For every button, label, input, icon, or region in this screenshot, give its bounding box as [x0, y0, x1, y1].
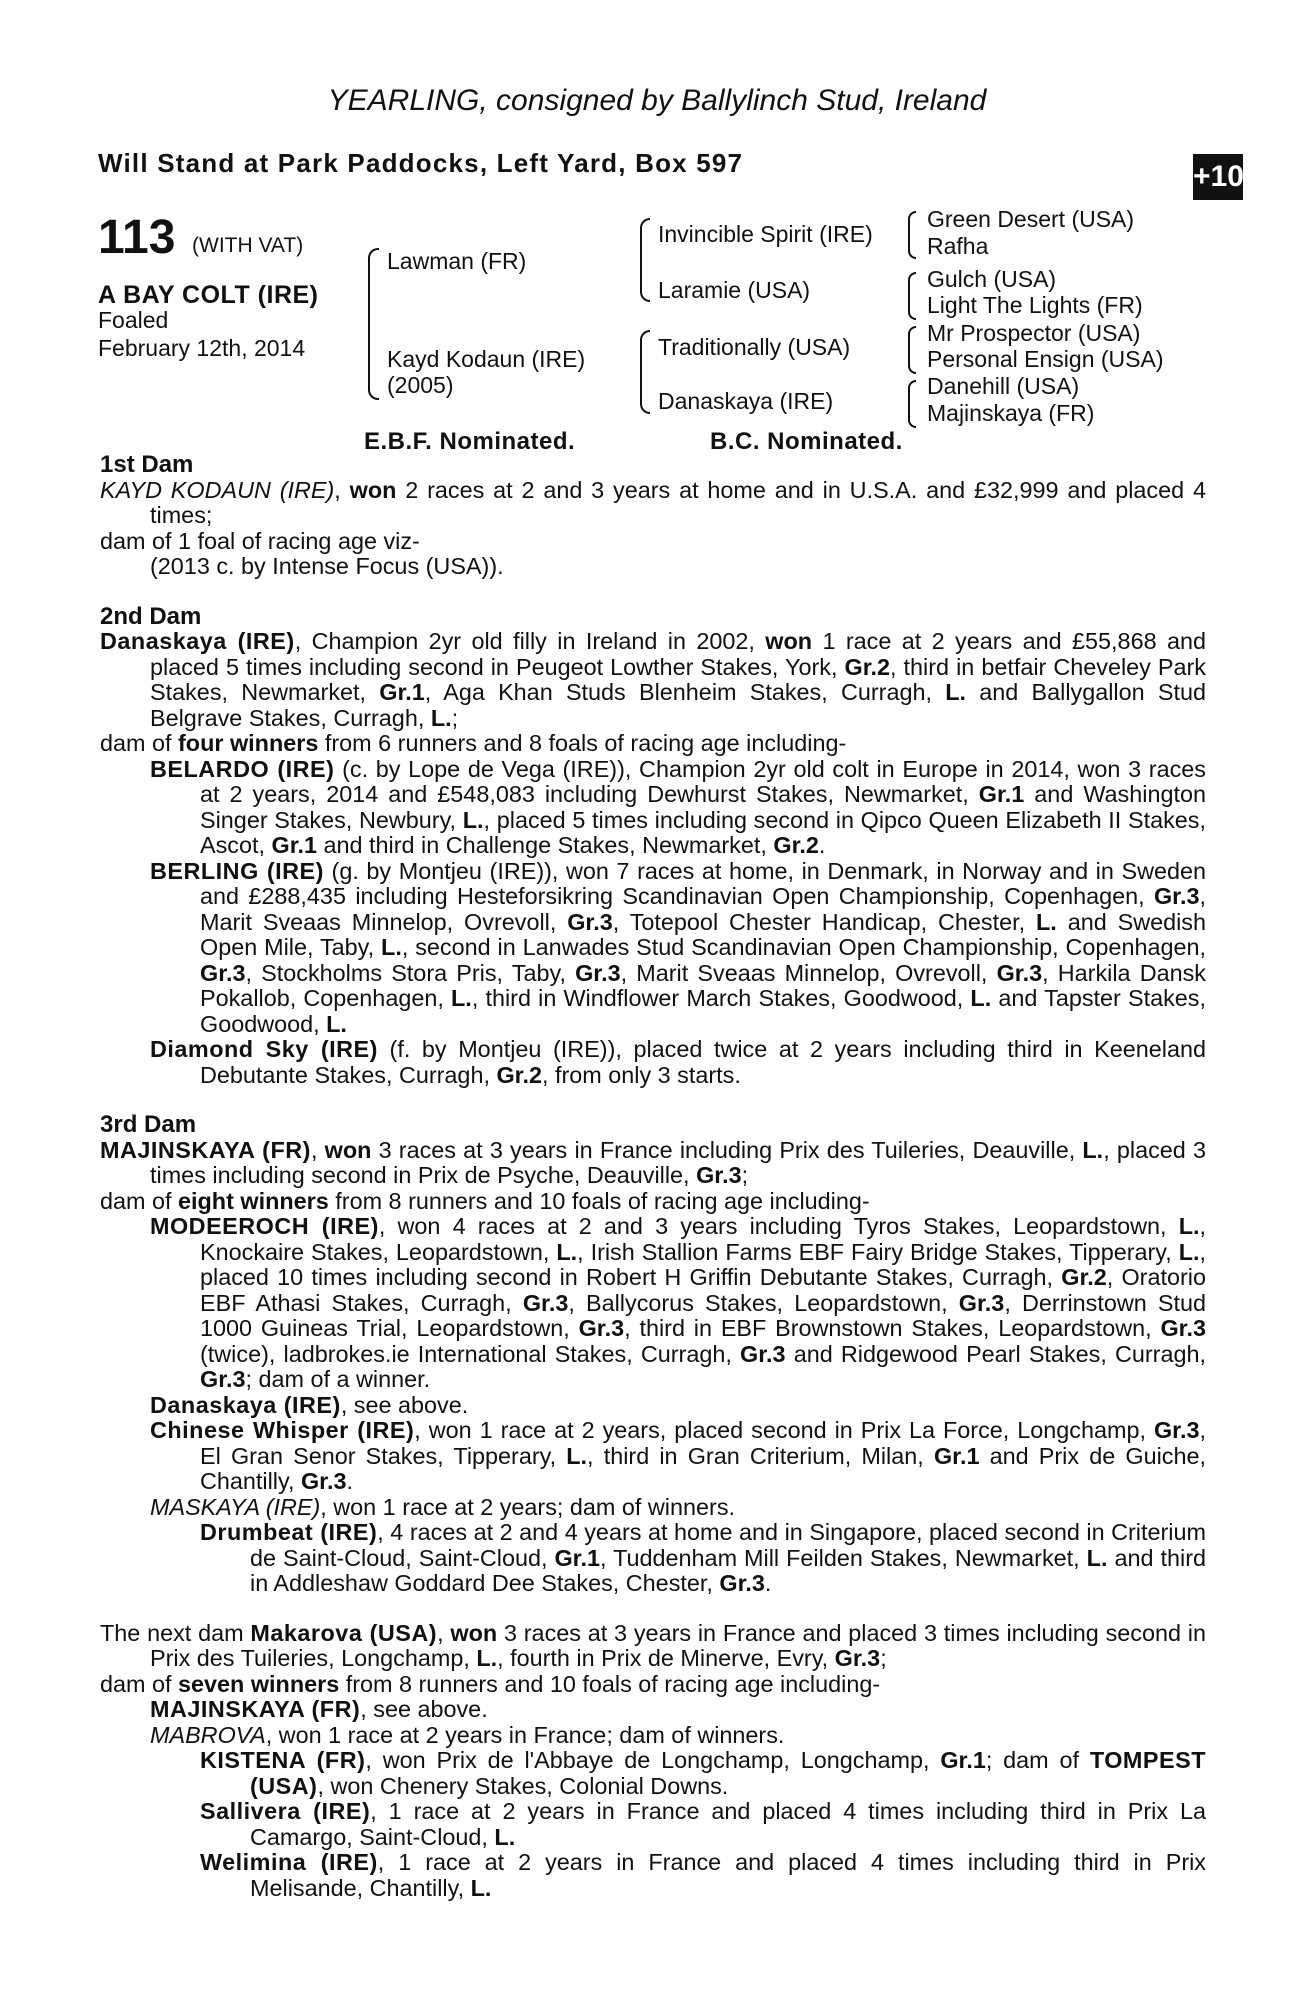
sire-line-brace: [640, 218, 650, 302]
first-dam-name: KAYD KODAUN (IRE): [100, 476, 335, 503]
gen3-brace-4: [908, 380, 916, 428]
third-dam-produce: dam of eight winners from 8 runners and 10 foals of racing age including-: [100, 1187, 870, 1214]
pedigree-dam-sire: Traditionally (USA): [658, 334, 851, 360]
second-dam-record: Danaskaya (IRE), Champion 2yr old filly in Ireland in 2002, won 1 race at 2 years and £55,868 and placed 5 times including second in Peugeot Lowther Stakes, York, Gr.2, third in betfair Cheveley Park Stakes, Newmarket, Gr.1, Aga Khan Studs Blenheim Stakes, Curragh, L. and Ballygallon Stud Belgrave Stakes, Curragh, L.;: [100, 628, 1207, 731]
progeny-welimina: Welimina (IRE), 1 race at 2 years in France and placed 4 times including third in Prix Melisande, Chantilly, L.: [200, 1849, 1206, 1901]
pedigree-sire: Lawman (FR): [387, 248, 527, 274]
pedigree-dss: Mr Prospector (USA): [927, 320, 1141, 346]
pedigree-dsd: Personal Ensign (USA): [927, 346, 1164, 372]
progeny-mabrova: MABROVA, won 1 race at 2 years in France; dam of winners.: [150, 1721, 785, 1748]
gen3-brace-3: [908, 326, 916, 374]
dam-line-brace: [640, 330, 650, 414]
second-dam-produce: dam of four winners from 6 runners and 8 foals of racing age including-: [100, 730, 847, 756]
progeny-danaskaya: Danaskaya (IRE), see above.: [150, 1391, 469, 1418]
next-dam-produce: dam of seven winners from 8 runners and 10 foals of racing age including-: [100, 1670, 881, 1697]
progeny-berling: BERLING (IRE) (g. by Montjeu (IRE)), won 7 races at home, in Denmark, in Norway and in Sweden and £288,435 including Hesteforsikring Scandinavian Open Championship, Copenhagen, Gr.3, Marit Sveaas Minnelop, Ovrevoll, Gr.3, Totepool Chester Handicap, Chester, L. and Swedish Open Mile, Taby, L., second in Lanwades Stud Scandinavian Open Championship, Copenhagen, Gr.3, Stockholms Stora Pris, Taby, Gr.3, Marit Sveaas Minnelop, Ovrevoll, Gr.3, Harkila Dansk Pokallob, Copenhagen, L., third in Windflower March Stakes, Goodwood, L. and Tapster Stakes, Goodwood, L.: [150, 857, 1207, 1037]
gen3-brace-2: [908, 272, 916, 320]
vat-note: (WITH VAT): [192, 234, 304, 257]
first-dam-record: KAYD KODAUN (IRE), won 2 races at 2 and 3 years at home and in U.S.A. and £32,999 and placed 4 times;: [100, 476, 1206, 528]
progeny-sallivera: Sallivera (IRE), 1 race at 2 years in France and placed 4 times including third in Prix La Camargo, Saint-Cloud, L.: [200, 1798, 1206, 1850]
third-dam-record: MAJINSKAYA (FR), won 3 races at 3 years in France including Prix des Tuileries, Deauville, L., placed 3 times including second in Prix de Psyche, Deauville, Gr.3;: [100, 1136, 1206, 1188]
progeny-majinskaya: MAJINSKAYA (FR), see above.: [150, 1696, 488, 1722]
stand-location: Will Stand at Park Paddocks, Left Yard, Box 597: [98, 148, 744, 178]
first-dam-won: won: [349, 476, 397, 503]
pedigree-dam: Kayd Kodaun (IRE): [387, 346, 586, 372]
progeny-drumbeat: Drumbeat (IRE), 4 races at 2 and 4 years at home and in Singapore, placed second in Criterium de Saint-Cloud, Saint-Cloud, Gr.1, Tuddenham Mill Feilden Stakes, Newmarket, L. and third in Addleshaw Goddard Dee Stakes, Chester, Gr.3.: [200, 1519, 1207, 1596]
first-dam-foal: (2013 c. by Intense Focus (USA)).: [150, 553, 504, 579]
bc-nominated: B.C. Nominated.: [710, 428, 903, 455]
first-dam-produce: dam of 1 foal of racing age viz-: [100, 527, 420, 554]
third-dam-heading: 3rd Dam: [100, 1111, 197, 1138]
lot-title: A BAY COLT (IRE): [98, 281, 319, 309]
third-dam-name: MAJINSKAYA (FR): [100, 1136, 311, 1163]
pedigree-dds: Danehill (USA): [927, 373, 1080, 399]
sire-dam-brace: [368, 248, 379, 400]
pedigree-sire-sire: Invincible Spirit (IRE): [658, 221, 873, 247]
lot-number: 113: [98, 211, 176, 264]
gen3-brace-1: [908, 211, 916, 259]
foaled-label: Foaled: [98, 307, 169, 333]
pedigree-sds: Gulch (USA): [927, 266, 1057, 292]
progeny-kistena: KISTENA (FR), won Prix de l'Abbaye de Longchamp, Longchamp, Gr.1; dam of TOMPEST (USA), won Chenery Stakes, Colonial Downs.: [200, 1747, 1206, 1799]
progeny-modeeroch: MODEEROCH (IRE), won 4 races at 2 and 3 years including Tyros Stakes, Leopardstown, L., Knockaire Stakes, Leopardstown, L., Irish Stallion Farms EBF Fairy Bridge Stakes, Tipperary, L., placed 10 times including second in Robert H Griffin Debutante Stakes, Curragh, Gr.2, Oratorio EBF Athasi Stakes, Curragh, Gr.3, Ballycorus Stakes, Leopardstown, Gr.3, Derrinstown Stud 1000 Guineas Trial, Leopardstown, Gr.3, third in EBF Brownstown Stakes, Leopardstown, Gr.3 (twice), ladbrokes.ie International Stakes, Curragh, Gr.3 and Ridgewood Pearl Stakes, Curragh, Gr.3; dam of a winner.: [150, 1213, 1207, 1392]
foaled-date: February 12th, 2014: [98, 335, 306, 361]
progeny-belardo: BELARDO (IRE) (c. by Lope de Vega (IRE)), Champion 2yr old colt in Europe in 2014, won 3 races at 2 years, 2014 and £548,083 including Dewhurst Stakes, Newmarket, Gr.1 and Washington Singer Stakes, Newbury, L., placed 5 times including second in Qipco Queen Elizabeth II Stakes, Ascot, Gr.1 and third in Challenge Stakes, Newmarket, Gr.2.: [150, 755, 1206, 858]
catalogue-body: [100, 452, 1206, 1901]
first-dam-heading: 1st Dam: [100, 451, 194, 478]
pedigree-ddd: Majinskaya (FR): [927, 400, 1095, 426]
pedigree-sss: Green Desert (USA): [927, 206, 1135, 232]
progeny-diamond-sky: Diamond Sky (IRE) (f. by Montjeu (IRE)), placed twice at 2 years including third in Keeneland Debutante Stakes, Curragh, Gr.2, from only 3 starts.: [150, 1036, 1207, 1088]
ebf-nominated: E.B.F. Nominated.: [364, 428, 576, 455]
next-dam-name: Makarova (USA): [250, 1619, 438, 1646]
pedigree-dam-year: (2005): [387, 372, 454, 398]
second-dam-heading: 2nd Dam: [100, 602, 202, 630]
pedigree-ssd: Rafha: [927, 233, 989, 259]
pedigree-dam-dam: Danaskaya (IRE): [658, 388, 834, 414]
second-dam-name: Danaskaya (IRE): [100, 628, 295, 654]
tax-badge: +10: [1193, 154, 1243, 200]
pedigree-sire-dam: Laramie (USA): [658, 277, 811, 303]
progeny-chinese-whisper: Chinese Whisper (IRE), won 1 race at 2 years, placed second in Prix La Force, Longchamp, Gr.3, El Gran Senor Stakes, Tipperary, L., third in Gran Criterium, Milan, Gr.1 and Prix de Guiche, Chantilly, Gr.3.: [150, 1417, 1206, 1494]
next-dam-record: The next dam Makarova (USA), won 3 races at 3 years in France and placed 3 times including second in Prix des Tuileries, Longchamp, L., fourth in Prix de Minerve, Evry, Gr.3;: [100, 1619, 1207, 1671]
pedigree-sdd: Light The Lights (FR): [927, 292, 1143, 318]
consignment-header: YEARLING, consigned by Ballylinch Stud, Ireland: [327, 84, 987, 117]
progeny-maskaya: MASKAYA (IRE), won 1 race at 2 years; dam of winners.: [150, 1493, 736, 1520]
